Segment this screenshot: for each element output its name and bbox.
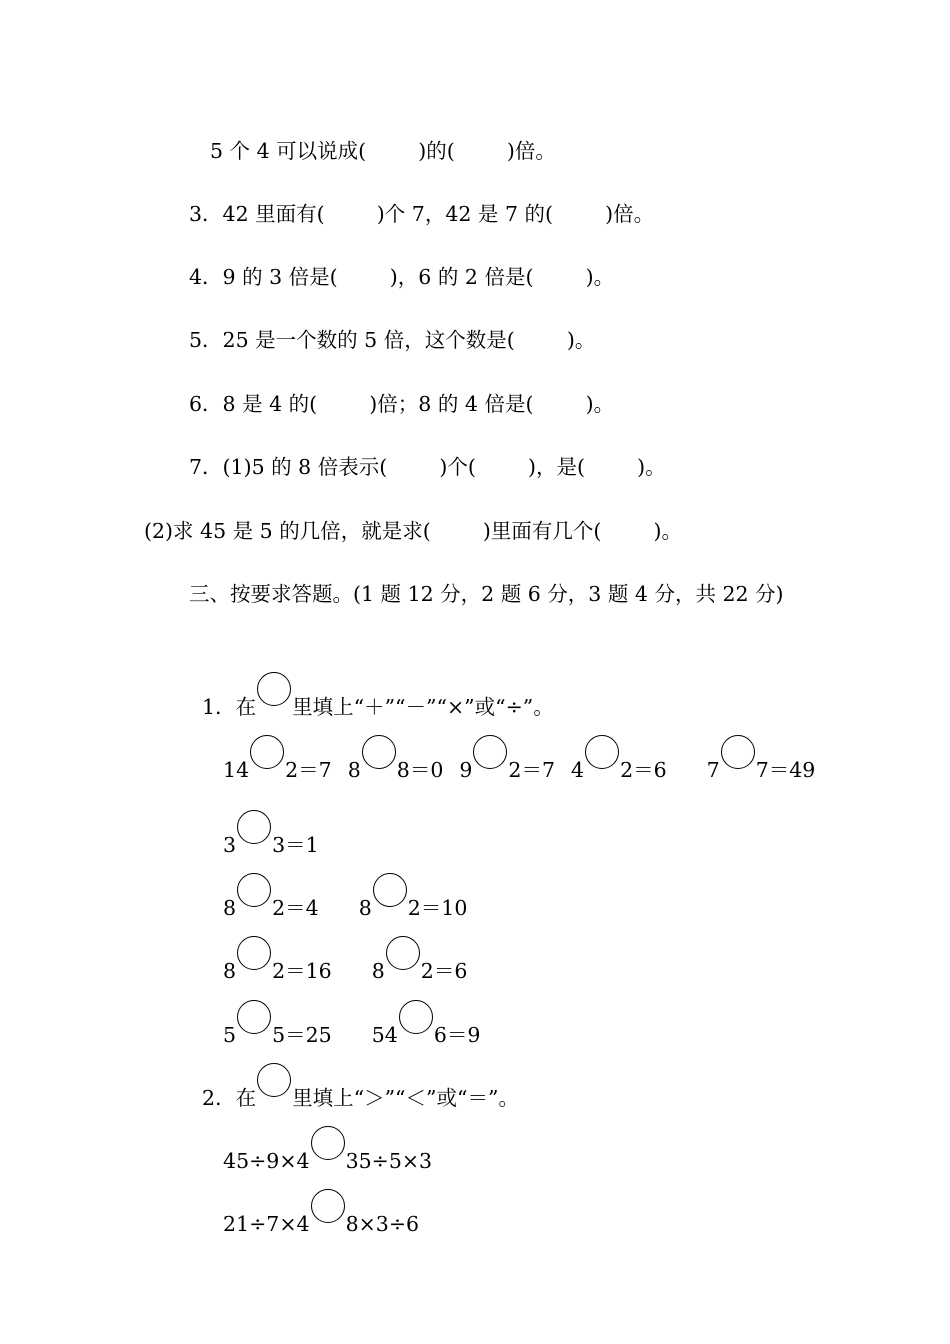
operand-result: 2＝16 xyxy=(272,959,332,983)
operand-result: 5＝25 xyxy=(272,1023,332,1047)
expression-left: 45÷9×4 xyxy=(223,1149,310,1173)
operand: 5 xyxy=(223,1023,237,1047)
operand: 8 xyxy=(358,896,372,920)
expression-right: 8×3÷6 xyxy=(345,1212,420,1236)
operand-result: 6＝9 xyxy=(433,1023,481,1047)
expression-left: 21÷7×4 xyxy=(223,1212,310,1236)
comparison-circle-input[interactable] xyxy=(311,1126,345,1160)
question-3: 3．42 里面有( )个 7，42 是 7 的( )倍。 xyxy=(189,202,655,226)
operator-circle-input[interactable] xyxy=(237,1000,271,1034)
q1-prefix: 1．在 xyxy=(202,695,257,719)
operand: 8 xyxy=(223,959,237,983)
operator-circle-input[interactable] xyxy=(585,735,619,769)
q2-prefix: 2．在 xyxy=(202,1086,257,1110)
operator-circle-input[interactable] xyxy=(362,735,396,769)
operator-circle-input[interactable] xyxy=(373,873,407,907)
operator-circle-input[interactable] xyxy=(237,873,271,907)
question-7-part-1: 7．(1)5 的 8 倍表示( )个( )，是( )。 xyxy=(189,455,666,479)
question-4: 4．9 的 3 倍是( )，6 的 2 倍是( )。 xyxy=(189,265,615,289)
operand: 8 xyxy=(371,959,385,983)
operand-result: 3＝1 xyxy=(272,833,319,857)
operator-circle-input[interactable] xyxy=(250,735,284,769)
operand-result: 2＝10 xyxy=(407,896,468,920)
comparison-circle-input[interactable] xyxy=(311,1189,345,1223)
question-6: 6．8 是 4 的( )倍；8 的 4 倍是( )。 xyxy=(189,392,615,416)
operand-result: 2＝6 xyxy=(420,959,468,983)
expression-right: 35÷5×3 xyxy=(345,1149,433,1173)
operand-result: 2＝4 xyxy=(272,896,319,920)
operand: 9 xyxy=(459,758,473,782)
operand: 4 xyxy=(571,758,585,782)
circle-blank-icon xyxy=(257,1063,291,1097)
operator-circle-input[interactable] xyxy=(237,810,271,844)
operand: 54 xyxy=(371,1023,398,1047)
operator-circle-input[interactable] xyxy=(473,735,507,769)
q1-row-1 xyxy=(210,707,815,784)
operand-result: 2＝7 xyxy=(285,758,332,782)
operand: 14 xyxy=(223,758,250,782)
operator-circle-input[interactable] xyxy=(237,936,271,970)
question-7-part-2: (2)求 45 是 5 的几倍，就是求( )里面有几个( )。 xyxy=(144,519,682,543)
fill-blank-line: 5 个 4 可以说成( )的( )倍。 xyxy=(210,139,556,163)
operand: 8 xyxy=(223,896,237,920)
operand-result: 2＝6 xyxy=(620,758,667,782)
question-5: 5．25 是一个数的 5 倍，这个数是( )。 xyxy=(189,328,596,352)
operator-circle-input[interactable] xyxy=(386,936,420,970)
q2-row-2 xyxy=(210,1161,419,1238)
q2-suffix: 里填上“＞”“＜”或“＝”。 xyxy=(292,1086,519,1110)
circle-blank-icon xyxy=(257,672,291,706)
operand: 3 xyxy=(223,833,237,857)
operand-result: 8＝0 xyxy=(396,758,444,782)
section-3-heading: 三、按要求答题。(1 题 12 分，2 题 6 分，3 题 4 分，共 22 分) xyxy=(189,582,784,606)
operator-circle-input[interactable] xyxy=(721,735,755,769)
q1-suffix: 里填上“＋”“－”“×”或“÷”。 xyxy=(292,695,554,719)
operand: 7 xyxy=(706,758,720,782)
operand-result: 2＝7 xyxy=(508,758,556,782)
operand-result: 7＝49 xyxy=(755,758,816,782)
operand: 8 xyxy=(347,758,361,782)
operator-circle-input[interactable] xyxy=(399,1000,433,1034)
